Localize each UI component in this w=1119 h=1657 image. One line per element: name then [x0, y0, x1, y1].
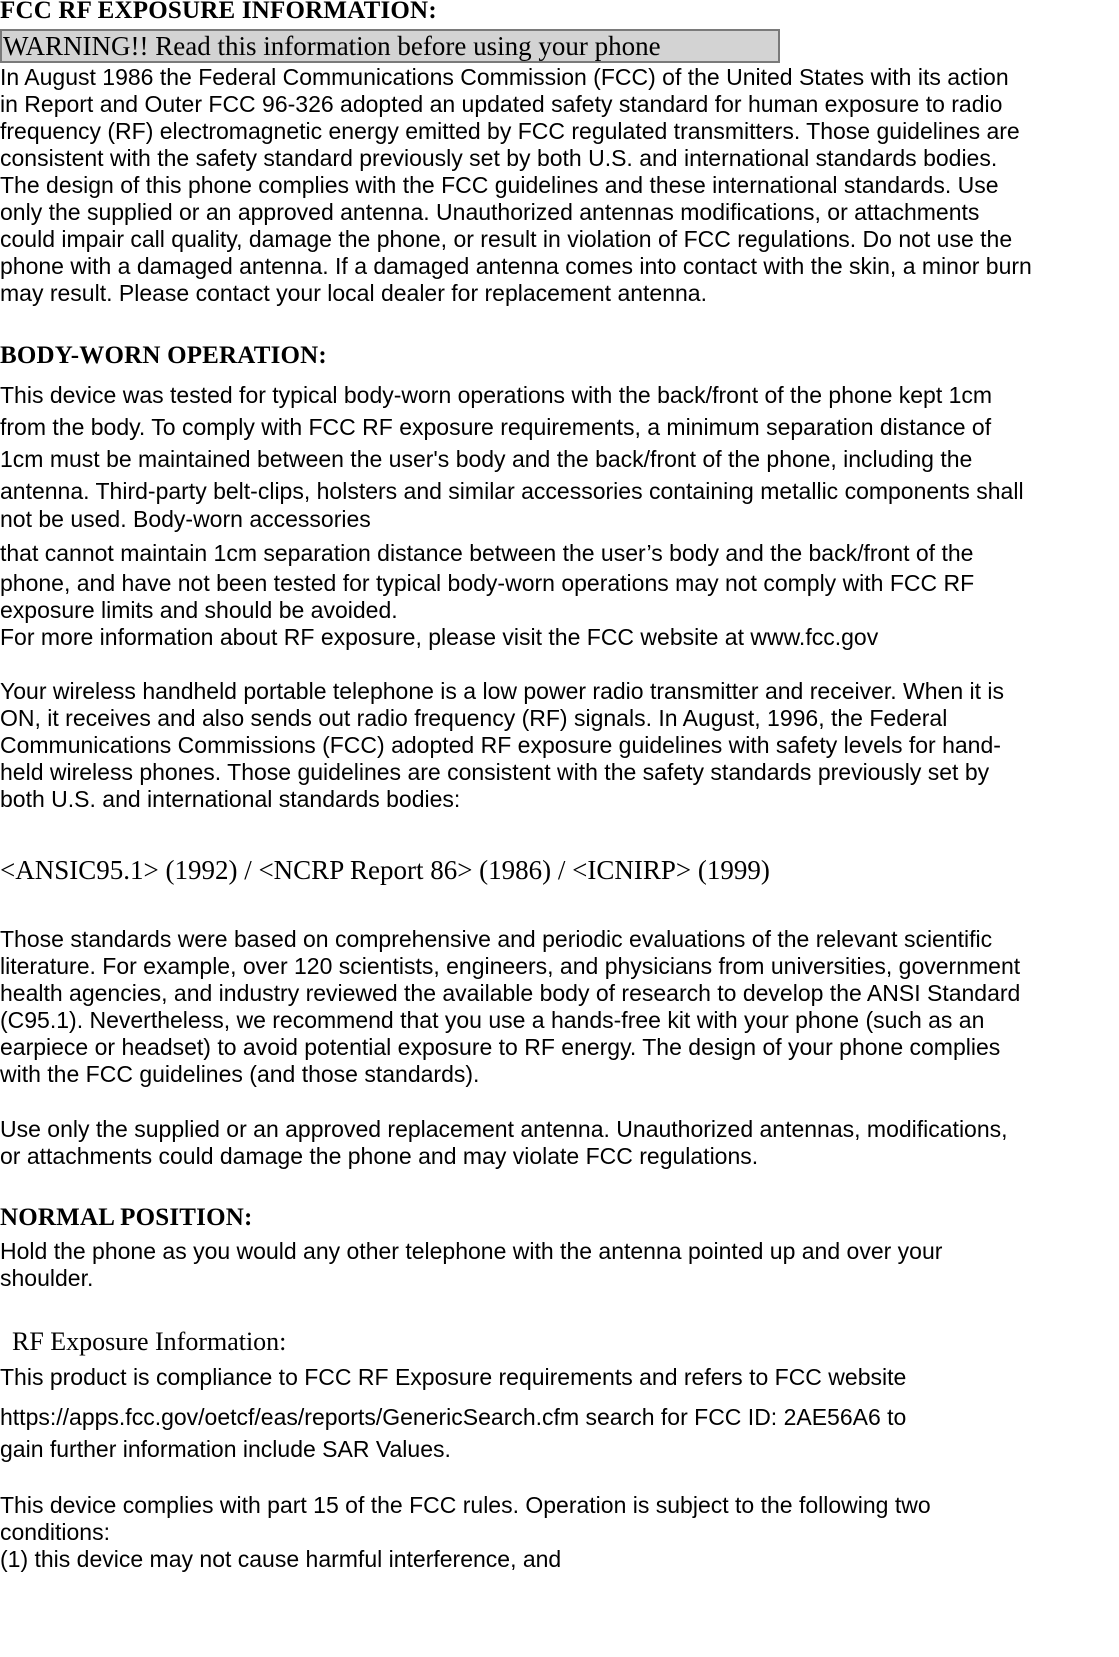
standards-list: <ANSIC95.1> (1992) / <NCRP Report 86> (1986) / <ICNIRP> (1999)	[0, 855, 770, 885]
body-worn-line: This device was tested for typical body-worn operations with the back/front of the phone kept 1cm	[0, 382, 993, 408]
wireless-line: Your wireless handheld portable telephone is a low power radio transmitter and receiver. When it is	[0, 678, 1005, 704]
intro-line: The design of this phone complies with the FCC guidelines and these international standards. Use	[0, 172, 999, 198]
intro-line: in Report and Outer FCC 96-326 adopted an updated safety standard for human exposure to radio	[0, 91, 1003, 117]
standards-para-line: literature. For example, over 120 scientists, engineers, and physicians from universities, government	[0, 953, 1021, 979]
fcc-search-url-line: https://apps.fcc.gov/oetcf/eas/reports/GenericSearch.cfm search for FCC ID: 2AE56A6 to	[0, 1404, 907, 1430]
intro-line: frequency (RF) electromagnetic energy emitted by FCC regulated transmitters. Those guidelines are	[0, 118, 1020, 144]
intro-line: only the supplied or an approved antenna. Unauthorized antennas modifications, or attachments	[0, 199, 980, 225]
page-title: FCC RF EXPOSURE INFORMATION:	[0, 0, 437, 24]
standards-para-line: with the FCC guidelines (and those standards).	[0, 1061, 480, 1087]
standards-para-line: health agencies, and industry reviewed the available body of research to develop the ANSI Standard	[0, 980, 1021, 1006]
intro-line: In August 1986 the Federal Communications Commission (FCC) of the United States with its action	[0, 64, 1009, 90]
normal-position-heading: NORMAL POSITION:	[0, 1204, 253, 1231]
intro-line: may result. Please contact your local dealer for replacement antenna.	[0, 280, 707, 306]
rf-exposure-heading: RF Exposure Information:	[12, 1327, 287, 1356]
wireless-line: ON, it receives and also sends out radio frequency (RF) signals. In August, 1996, the Federal	[0, 705, 948, 731]
normal-position-line: shoulder.	[0, 1265, 94, 1291]
part15-line: This device complies with part 15 of the FCC rules. Operation is subject to the following two	[0, 1492, 931, 1518]
body-worn-line: phone, and have not been tested for typical body-worn operations may not comply with FCC RF	[0, 570, 975, 596]
part15-line: conditions:	[0, 1519, 110, 1545]
body-worn-heading: BODY-WORN OPERATION:	[0, 342, 327, 369]
warning-banner: WARNING!! Read this information before using your phone	[0, 29, 780, 63]
rf-exposure-line: gain further information include SAR Values.	[0, 1436, 451, 1462]
standards-para-line: earpiece or headset) to avoid potential exposure to RF energy. The design of your phone complies	[0, 1034, 1001, 1060]
intro-line: phone with a damaged antenna. If a damaged antenna comes into contact with the skin, a minor burn	[0, 253, 1032, 279]
standards-para-line: Those standards were based on comprehensive and periodic evaluations of the relevant scientific	[0, 926, 993, 952]
standards-para-line: (C95.1). Nevertheless, we recommend that you use a hands-free kit with your phone (such as an	[0, 1007, 985, 1033]
normal-position-line: Hold the phone as you would any other telephone with the antenna pointed up and over your	[0, 1238, 943, 1264]
body-worn-line: 1cm must be maintained between the user's body and the back/front of the phone, including the	[0, 446, 973, 472]
intro-line: could impair call quality, damage the phone, or result in violation of FCC regulations. Do not use the	[0, 226, 1013, 252]
wireless-line: held wireless phones. Those guidelines are consistent with the safety standards previously set by	[0, 759, 990, 785]
antenna-line: or attachments could damage the phone and may violate FCC regulations.	[0, 1143, 759, 1169]
body-worn-line: from the body. To comply with FCC RF exposure requirements, a minimum separation distance of	[0, 414, 992, 440]
part15-line: (1) this device may not cause harmful interference, and	[0, 1546, 562, 1572]
body-worn-line: not be used. Body-worn accessories	[0, 506, 371, 532]
body-worn-line: exposure limits and should be avoided.	[0, 597, 398, 623]
intro-line: consistent with the safety standard previously set by both U.S. and international standards bodies.	[0, 145, 998, 171]
body-worn-line: antenna. Third-party belt-clips, holsters and similar accessories containing metallic components shall	[0, 478, 1024, 504]
fcc-website-line: For more information about RF exposure, please visit the FCC website at www.fcc.gov	[0, 624, 879, 650]
body-worn-line: that cannot maintain 1cm separation distance between the user’s body and the back/front of the	[0, 540, 974, 566]
wireless-line: Communications Commissions (FCC) adopted RF exposure guidelines with safety levels for hand-	[0, 732, 1001, 758]
wireless-line: both U.S. and international standards bodies:	[0, 786, 461, 812]
rf-exposure-line: This product is compliance to FCC RF Exposure requirements and refers to FCC website	[0, 1364, 907, 1390]
antenna-line: Use only the supplied or an approved replacement antenna. Unauthorized antennas, modifications,	[0, 1116, 1008, 1142]
